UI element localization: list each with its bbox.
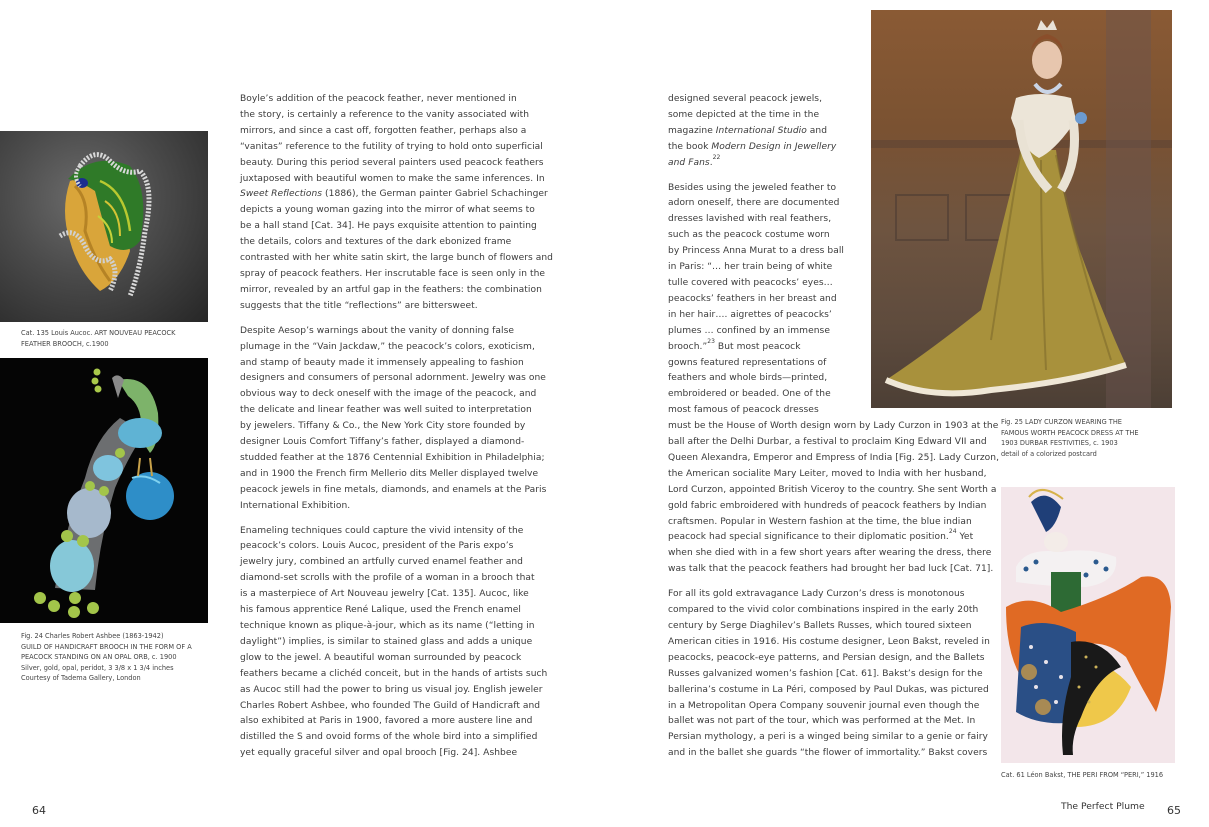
modern-design-line: the book Modern Design in Jewellery — [668, 141, 837, 152]
footnote-24[interactable]: 24 — [948, 528, 957, 536]
diplomatic-fn24-line: peacock had special significance to their diplomatic position.$^{24}$ Yet — [668, 528, 974, 543]
and-fans-line: and Fans.$^{22}$ — [668, 153, 721, 168]
paragraph-ashbee-cont: designed several peacock jewels, some depicted at the time in the magazine International Studio and the book Modern Design in Jewellery and Fans.$^{22}$ — [668, 92, 998, 172]
page-number-left: 64 — [32, 804, 46, 817]
footnote-23[interactable]: 23 — [707, 337, 715, 345]
brooch-illustration-icon — [0, 131, 208, 322]
aucoc-peacock-feather-brooch-image — [0, 131, 208, 322]
running-title: The Perfect Plume — [1061, 801, 1145, 812]
page-number-right: 65 — [1167, 804, 1181, 817]
ashbee-peacock-brooch-image — [0, 358, 208, 623]
caption-fig-24: Fig. 24 Charles Robert Ashbee (1863-1942) GUILD OF HANDICRAFT BROOCH IN THE FORM OF A PEACOCK STANDING ON AN OPAL ORB, c. 1900 Silver, gold, opal, peridot, 3 3/8 x 1 3/4 inches Courtesy of Tadema Gallery, London — [21, 632, 192, 683]
paragraph-aesop: Despite Aesop’s warnings about the vanity of donning false plumage in the “Vain Jackdaw,” the peacock’s colors, exoticism, and stamp of beauty made it immensely appealing to fashion designers and consumers of personal adornment. Jewelry was one obvious way to deck oneself with the image of the peacock, and the delicate and linear feather was well suited to interpretation by jewelers. Tiffany & Co., the New York City store founded by designer Louis Comfort Tiffany’s father, displayed a diamond- studded feather at the 1876 Centennial Exhibition in Philadelphia; and in 1900 the French firm Mellerio dits Meller displayed twelve peacock jewels in fine metals, diamonds, and enamels at the Paris International Exhibition. — [240, 325, 547, 511]
international-studio-line: magazine International Studio and — [668, 125, 828, 136]
paragraph-enameling: Enameling techniques could capture the vivid intensity of the peacock’s colors. Louis Aucoc, president of the Paris expo’s jewelry jury, combined an artfully curved enamel feather and diamond-set scrolls with the profile of a woman in a brooch that is a masterpiece of Art Nouveau jewelry [Cat. 135]. Aucoc, like his famous apprentice René Lalique, used the French enamel technique known as plique-à-jour, which as its name (“letting in daylight”) implies, is similar to stained glass and adds a unique glow to the jewel. A beautiful woman surrounded by peacock feathers became a clichéd conceit, but in the hands of artists such as Aucoc still had the power to bring us visual joy. English jeweler Charles Robert Ashbee, who founded The Guild of Handicraft and also exhibited at Paris in 1900, favored a more austere line and distilled the S and ovoid forms of the whole bird into a simplified yet equally graceful silver and opal brooch [Fig. 24]. Ashbee — [240, 525, 548, 759]
footnote-22[interactable]: 22 — [712, 153, 721, 161]
brooch-fn23-line: brooch.”$^{23}$ But most peacock — [668, 337, 801, 352]
caption-cat-61: Cat. 61 Léon Bakst, THE PERI FROM “PERI,” 1916 — [1001, 771, 1164, 779]
left-page-body-text — [240, 92, 560, 771]
right-page-body-text — [668, 92, 998, 771]
paragraph-feathers-dresses: Besides using the jeweled feather to adorn oneself, there are documented dresses lavished with real feathers, such as the peacock costume worn by Princess Anna Murat to a dress ball in Paris: “… her train being of white tulle covered with peacocks’ eyes… peacocks’ feathers in her breast and in her hair…. aigrettes of peacocks’ plumes … confined by an immense brooch.”$^{23}$ But most peacock gowns featured representations of feathers and whole birds—printed, embroidered or beaded. One of the most famous of peacock dresses must be the House of Worth design worn by Lady Curzon in 1903 at the ball after the Delhi Durbar, a festival to proclaim King Edward VII and Queen Alexandra, Emperor and Empress of India [Fig. 25]. Lady Curzon, the American socialite Mary Leiter, moved to India with her husband, Lord Curzon, appointed British Viceroy to the country. She sent Worth a gold fabric embroidered with hundreds of peacock feathers by Indian craftsmen. Popular in Western fashion at the time, the blue indian peacock had special significance to their diplomatic position.$^{24}$ Yet when she died with in a few short years after wearing the dress, there was talk that the peacock feathers had brought her bad luck [Cat. 71]. — [668, 182, 1000, 575]
paragraph-ballets-russes: For all its gold extravagance Lady Curzon’s dress is monotonous compared to the vivid color combinations inspired in the early 20th century by Serge Diaghilev’s Ballets Russes, which toured sixteen American cities in 1916. His costume designer, Leon Bakst, reveled in peacocks, peacock-eye patterns, and Persian design, and the Ballets Russes galvanized women’s fashion [Cat. 61]. Bakst’s design for the ballerina’s costume in La Péri, composed by Paul Dukas, was pictured in a Metropolitan Opera Company souvenir journal even though the ballet was not part of the tour, which was performed at the Met. In Persian mythology, a peri is a winged being similar to a genie or fairy and in the ballet she guards “the flower of immortality.” Bakst covers — [668, 589, 990, 759]
paragraph-boyle: Boyle’s addition of the peacock feather, never mentioned in the story, is certainly a reference to the vanity associated with mirrors, and since a cast off, forgotten feather, perhaps also a “vanitas” reference to the futility of trying to hold onto superficial beauty. During this period several painters used peacock feathers juxtaposed with beautiful women to make the same inferences. In Sweet Reflections (1886), the German painter Gabriel Schachinger depicts a young woman gazing into the mirror of what seems to be a hall stand [Cat. 34]. He pays exquisite attention to painting the details, colors and textures of the dark ebonized frame contrasted with her white satin skirt, the large bunch of flowers and spray of peacock feathers. Her inscrutable face is seen only in the mirror, revealed by an artful gap in the feathers: the combination suggests that the title “reflections” are bittersweet. — [240, 92, 560, 315]
sweet-reflections-line: Sweet Reflections (1886), the German painter Gabriel Schachinger — [240, 189, 548, 200]
peri-illustration-icon — [1001, 487, 1175, 763]
bakst-peri-costume-image — [1001, 487, 1175, 763]
peacock-brooch-illustration-icon — [0, 358, 208, 623]
caption-fig-25: Fig. 25 LADY CURZON WEARING THE FAMOUS WORTH PEACOCK DRESS AT THE 1903 DURBAR FESTIVITIES, c. 1903 detail of a colorized postcard — [1001, 418, 1139, 458]
caption-cat-135: Cat. 135 Louis Aucoc. ART NOUVEAU PEACOCK FEATHER BROOCH, c.1900 — [21, 329, 176, 348]
